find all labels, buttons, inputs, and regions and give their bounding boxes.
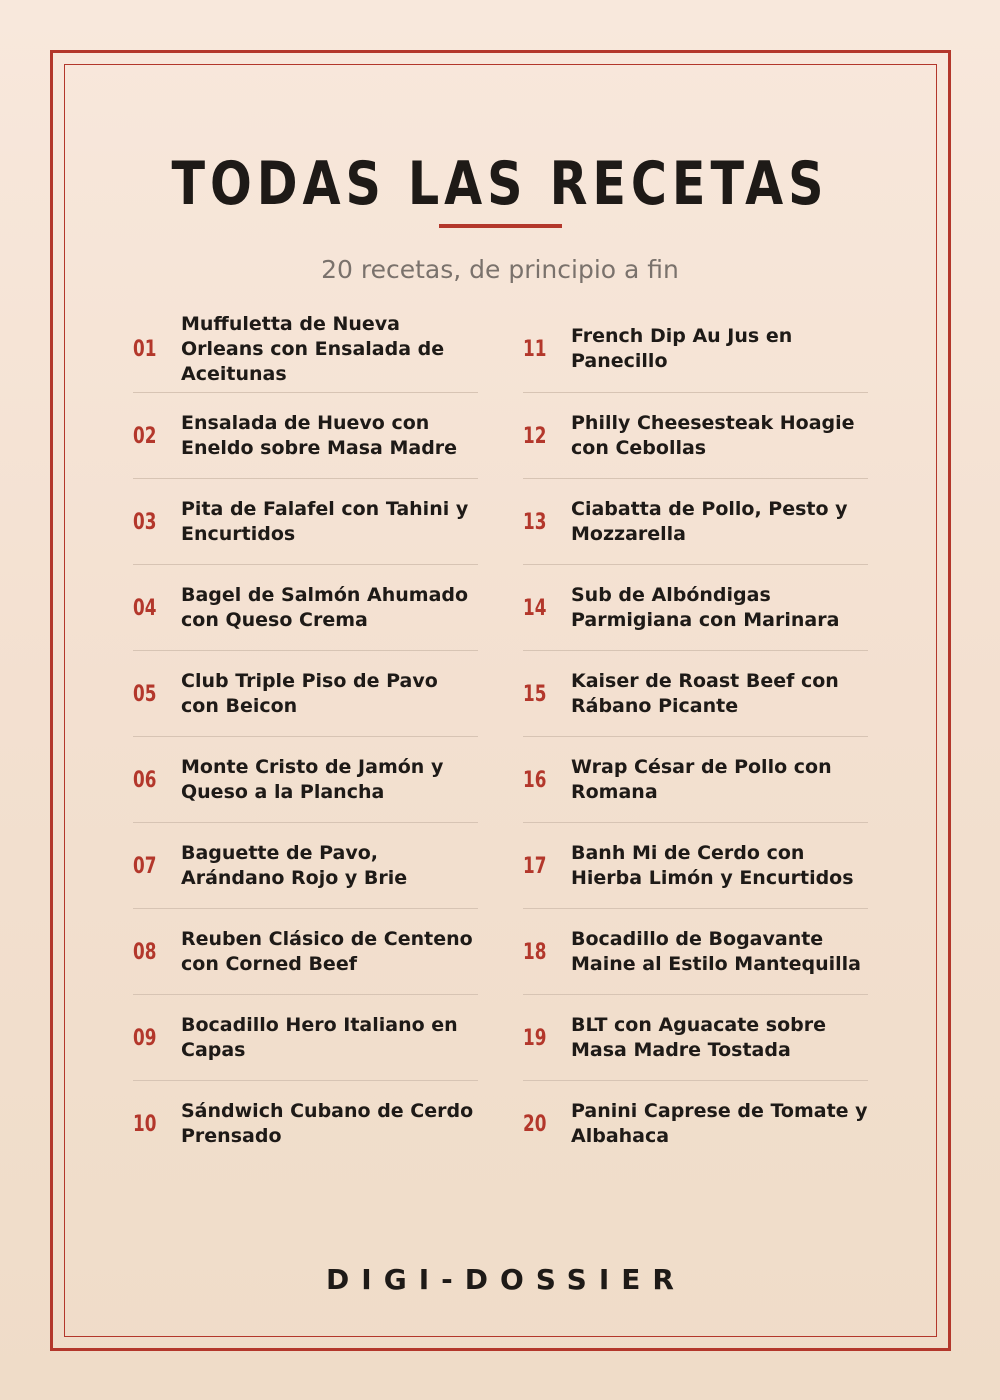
recipe-item[interactable] — [133, 822, 478, 908]
brand-footer: DIGI-DOSSIER — [326, 1263, 686, 1296]
recipe-number: 10 — [133, 1111, 157, 1137]
recipe-number: 03 — [133, 509, 157, 535]
recipe-number: 01 — [133, 336, 157, 362]
recipe-number: 18 — [523, 939, 547, 965]
recipe-number: 02 — [133, 423, 157, 449]
recipe-item[interactable] — [523, 478, 868, 564]
recipe-item[interactable] — [133, 1080, 478, 1166]
recipe-title: Monte Cristo de Jamón y Queso a la Plancha — [181, 756, 444, 803]
recipe-number: 06 — [133, 767, 157, 793]
page-subtitle: 20 recetas, de principio a fin — [321, 255, 679, 284]
recipe-item[interactable] — [133, 650, 478, 736]
recipe-item[interactable] — [133, 306, 478, 392]
recipe-item[interactable] — [133, 994, 478, 1080]
recipe-item[interactable] — [133, 736, 478, 822]
recipe-title: Bocadillo Hero Italiano en Capas — [181, 1014, 458, 1061]
recipe-item[interactable] — [523, 822, 868, 908]
recipe-item[interactable] — [523, 392, 868, 478]
recipe-number: 12 — [523, 423, 547, 449]
recipe-item[interactable] — [523, 736, 868, 822]
recipe-title: Bagel de Salmón Ahumado con Queso Crema — [181, 584, 469, 631]
recipe-number: 07 — [133, 853, 157, 879]
recipe-number: 16 — [523, 767, 547, 793]
recipe-title: Bocadillo de Bogavante Maine al Estilo Mantequilla — [571, 928, 861, 975]
recipe-number: 17 — [523, 853, 547, 879]
recipe-title: French Dip Au Jus en Panecillo — [571, 325, 793, 372]
title-underline — [439, 224, 562, 228]
page-title: TODAS LAS RECETAS — [171, 149, 829, 219]
recipe-title: Wrap César de Pollo con Romana — [571, 756, 832, 803]
recipe-number: 15 — [523, 681, 547, 707]
recipe-item[interactable] — [133, 908, 478, 994]
recipe-number: 20 — [523, 1111, 547, 1137]
recipe-item[interactable] — [133, 564, 478, 650]
recipe-number: 08 — [133, 939, 157, 965]
recipe-title: Sub de Albóndigas Parmigiana con Marinara — [571, 584, 840, 631]
recipe-item[interactable] — [523, 1080, 868, 1166]
recipe-item[interactable] — [523, 564, 868, 650]
recipe-title: Club Triple Piso de Pavo con Beicon — [181, 670, 438, 717]
recipe-number: 09 — [133, 1025, 157, 1051]
recipe-title: Sándwich Cubano de Cerdo Prensado — [181, 1100, 474, 1147]
recipe-title: Kaiser de Roast Beef con Rábano Picante — [571, 670, 839, 717]
recipe-item[interactable] — [523, 994, 868, 1080]
recipe-number: 19 — [523, 1025, 547, 1051]
recipe-title: Reuben Clásico de Centeno con Corned Beef — [181, 928, 473, 975]
recipe-item[interactable] — [133, 478, 478, 564]
recipe-item[interactable] — [523, 650, 868, 736]
recipe-item[interactable] — [523, 908, 868, 994]
recipe-title: Banh Mi de Cerdo con Hierba Limón y Encurtidos — [571, 842, 854, 889]
recipe-number: 13 — [523, 509, 547, 535]
recipe-title: Ensalada de Huevo con Eneldo sobre Masa Madre — [181, 412, 458, 459]
recipe-number: 04 — [133, 595, 157, 621]
recipe-title: Pita de Falafel con Tahini y Encurtidos — [181, 498, 469, 545]
recipe-number: 11 — [523, 336, 547, 362]
recipe-title: Philly Cheesesteak Hoagie con Cebollas — [571, 412, 855, 459]
recipe-title: BLT con Aguacate sobre Masa Madre Tostada — [571, 1014, 827, 1061]
recipe-item[interactable] — [133, 392, 478, 478]
recipe-title: Muffuletta de Nueva Orleans con Ensalada de Aceitunas — [181, 312, 445, 385]
recipe-title: Panini Caprese de Tomate y Albahaca — [571, 1100, 868, 1147]
recipe-title: Baguette de Pavo, Arándano Rojo y Brie — [181, 842, 408, 889]
recipe-number: 14 — [523, 595, 547, 621]
recipe-title: Ciabatta de Pollo, Pesto y Mozzarella — [571, 498, 848, 545]
recipe-item[interactable] — [523, 306, 868, 392]
recipe-number: 05 — [133, 681, 157, 707]
